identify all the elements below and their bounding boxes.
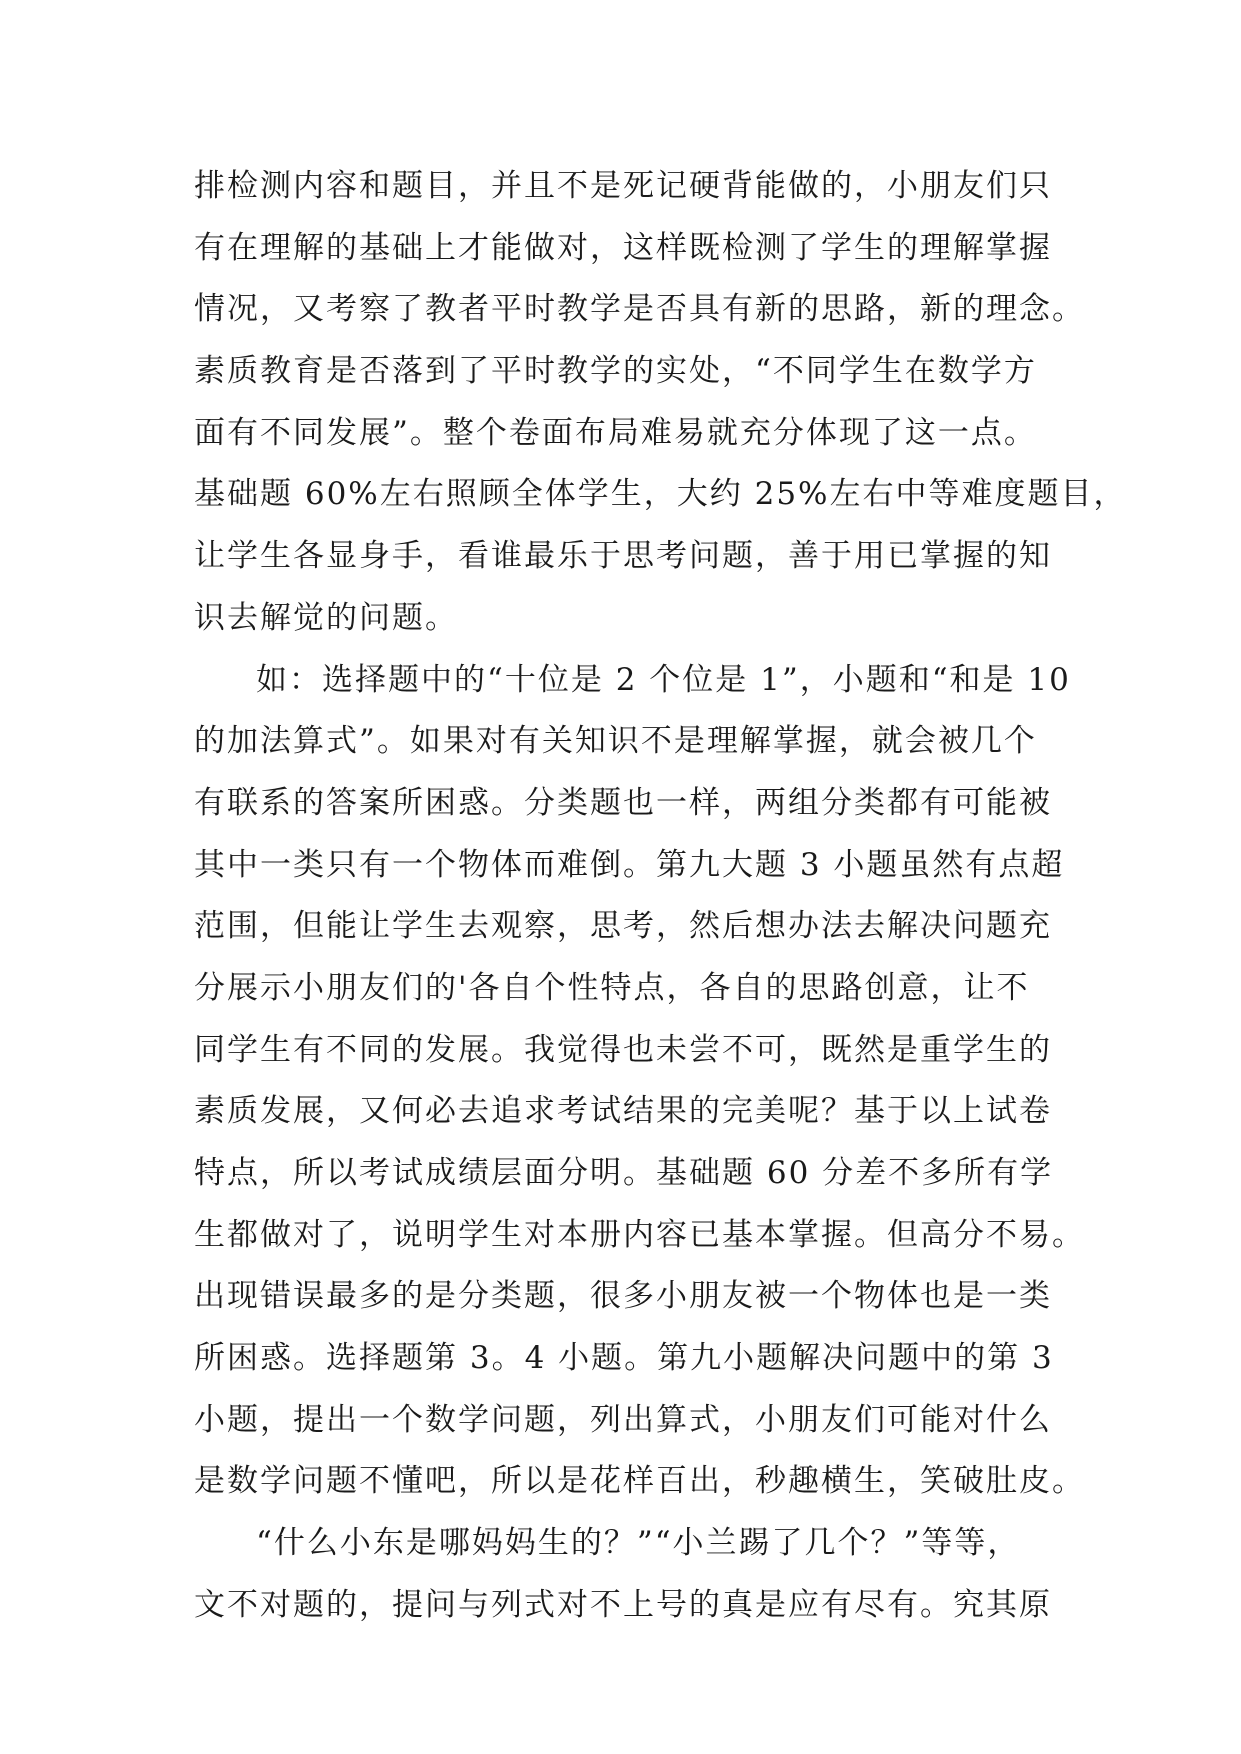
text-line: 范围，但能让学生去观察，思考，然后想办法去解决问题充 [194, 908, 1052, 945]
text-line: 小题，提出一个数学问题，列出算式，小朋友们可能对什么 [194, 1401, 1052, 1438]
text-line: 文不对题的，提问与列式对不上号的真是应有尽有。究其原 [194, 1586, 1052, 1623]
text-line: 识去解觉的问题。 [194, 599, 458, 636]
text-line: 如：选择题中的“十位是 2 个位是 1”，小题和“和是 10 [256, 661, 1071, 698]
text-line: 同学生有不同的发展。我觉得也未尝不可，既然是重学生的 [194, 1031, 1052, 1068]
text-line: 特点，所以考试成绩层面分明。基础题 60 分差不多所有学 [194, 1155, 1054, 1191]
document-body [194, 156, 1127, 1637]
text-line: 素质发展，又何必去追求考试结果的完美呢？基于以上试卷 [194, 1093, 1052, 1130]
text-line: 其中一类只有一个物体而难倒。第九大题 3 小题虽然有点超 [194, 846, 1065, 883]
text-line: 分展示小朋友们的'各自个性特点，各自的思路创意，让不 [194, 969, 1030, 1006]
text-line: 生都做对了，说明学生对本册内容已基本掌握。但高分不易。 [194, 1216, 1085, 1253]
text-line: 的加法算式”。如果对有关知识不是理解掌握，就会被几个 [194, 723, 1037, 760]
text-line: “什么小东是哪妈妈生的？”“小兰踢了几个？”等等， [256, 1525, 1021, 1562]
text-line: 让学生各显身手，看谁最乐于思考问题，善于用已掌握的知 [194, 538, 1052, 575]
text-line: 所困惑。选择题第 3。4 小题。第九小题解决问题中的第 3 [194, 1340, 1054, 1377]
text-line: 是数学问题不懂吧，所以是花样百出，秒趣横生，笑破肚皮。 [194, 1463, 1085, 1500]
text-line: 面有不同发展”。整个卷面布局难易就充分体现了这一点。 [194, 414, 1037, 451]
text-line: 排检测内容和题目，并且不是死记硬背能做的，小朋友们只 [194, 168, 1052, 204]
text-line: 有在理解的基础上才能做对，这样既检测了学生的理解掌握 [194, 229, 1052, 266]
text-line: 素质教育是否落到了平时教学的实处，“不同学生在数学方 [194, 353, 1037, 390]
text-line: 情况，又考察了教者平时教学是否具有新的思路，新的理念。 [194, 291, 1085, 328]
text-line: 出现错误最多的是分类题，很多小朋友被一个物体也是一类 [194, 1278, 1052, 1315]
text-line: 基础题 60%左右照顾全体学生，大约 25%左右中等难度题目， [194, 476, 1127, 513]
text-line: 有联系的答案所困惑。分类题也一样，两组分类都有可能被 [194, 784, 1052, 821]
